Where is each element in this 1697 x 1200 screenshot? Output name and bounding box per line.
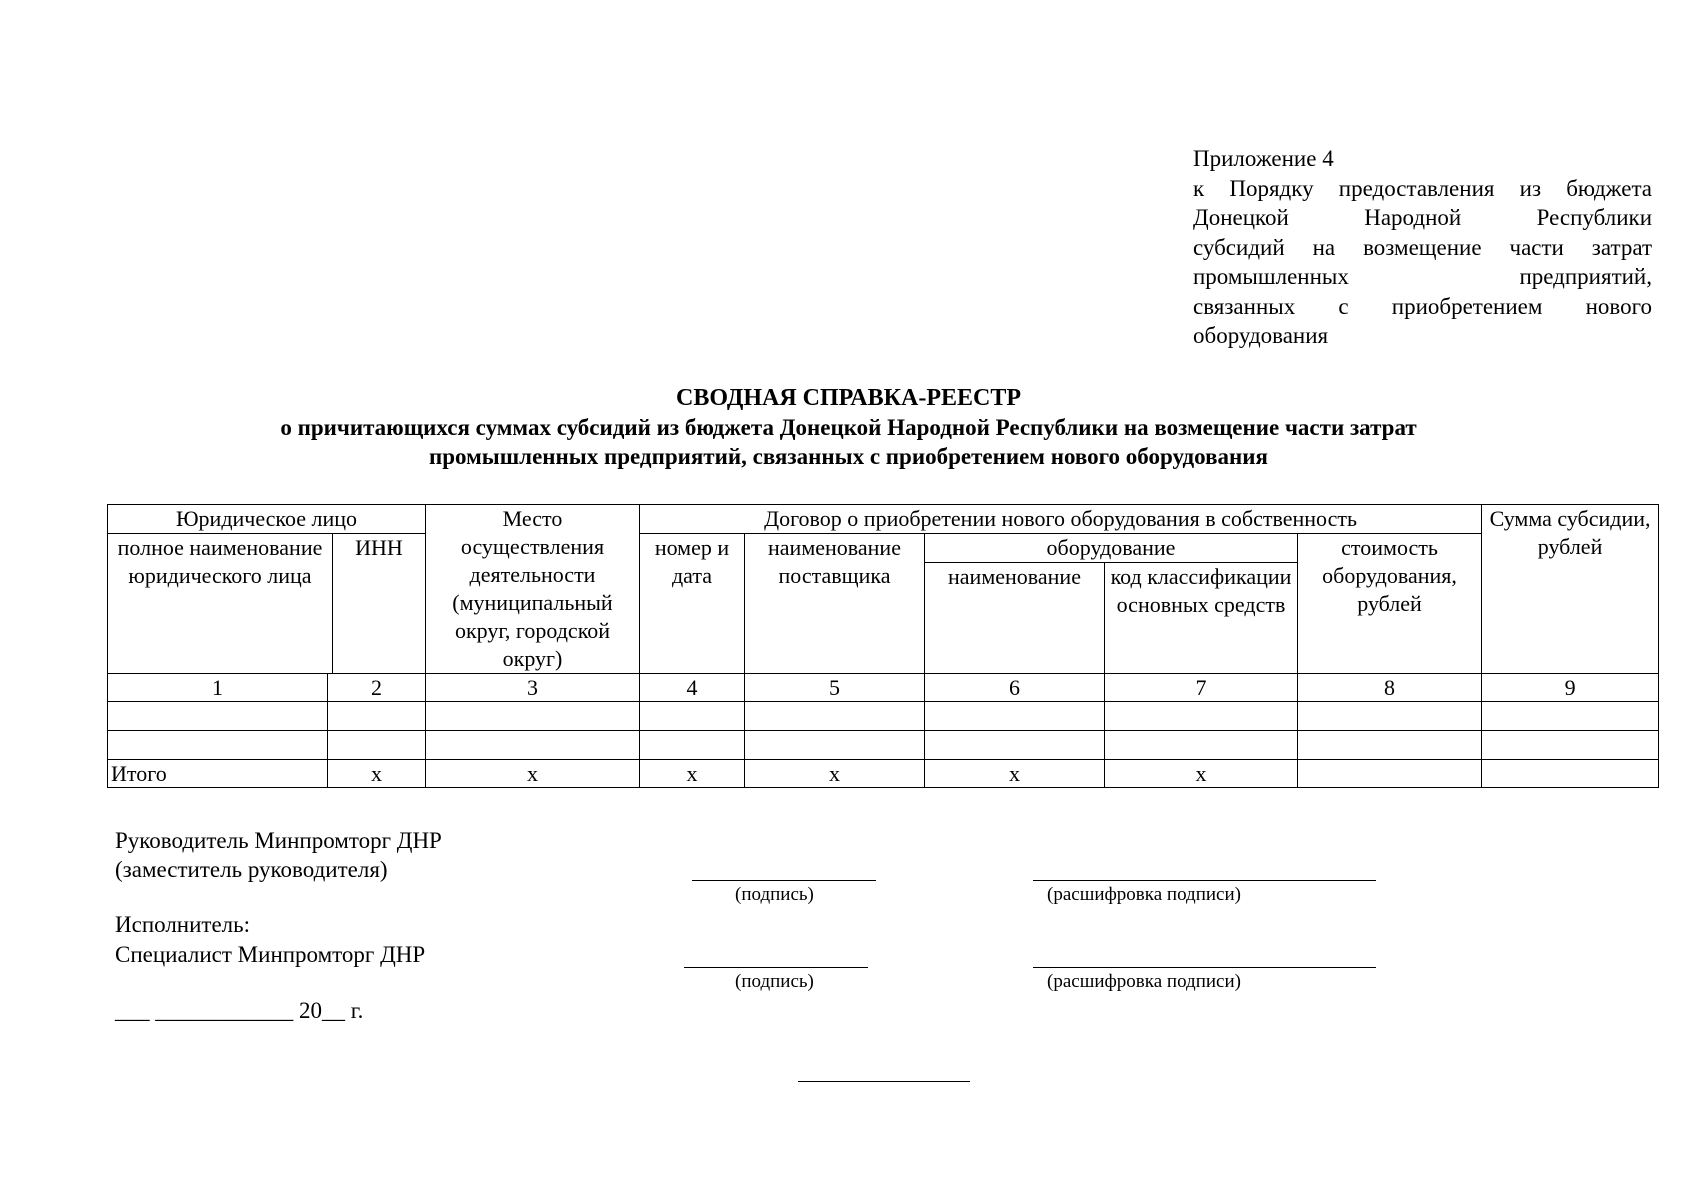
total-subsidy-cell <box>1482 760 1659 788</box>
column-number: 7 <box>1105 674 1298 702</box>
table-cell <box>1298 702 1482 731</box>
x-mark: х <box>925 760 1105 788</box>
column-number: 6 <box>925 674 1105 702</box>
decoding-caption: (расшифровка подписи) <box>1047 884 1241 905</box>
table-cell <box>108 731 328 760</box>
table-cell <box>1298 731 1482 760</box>
signature-caption: (подпись) <box>735 971 814 992</box>
column-number: 1 <box>108 674 328 702</box>
table-row <box>108 731 1659 760</box>
appendix-text-line: связанных с приобретением нового <box>1193 293 1652 319</box>
total-label: Итого <box>108 760 328 788</box>
x-mark: х <box>745 760 925 788</box>
table-cell <box>1105 731 1298 760</box>
executor-position: Специалист Минпромторг ДНР <box>115 942 426 967</box>
table-cell <box>640 702 745 731</box>
table-cell <box>426 731 640 760</box>
decoding-caption: (расшифровка подписи) <box>1047 971 1241 992</box>
head-position-note: (заместитель руководителя) <box>115 857 388 882</box>
table-cell <box>1482 731 1659 760</box>
signature-line <box>684 967 868 968</box>
table-cell <box>745 731 925 760</box>
date-line: ___ ____________ 20__ г. <box>115 998 364 1023</box>
header-number-date: номер и дата <box>640 534 745 674</box>
header-legal-entity-sub <box>108 534 426 674</box>
table-cell <box>640 731 745 760</box>
total-row <box>108 760 1659 788</box>
x-mark: х <box>328 760 426 788</box>
document-title: СВОДНАЯ СПРАВКА-РЕЕСТР <box>676 385 1021 411</box>
header-place: Место осуществления деятельности (муниципальный округ, городской округ) <box>426 505 640 674</box>
total-cost-cell <box>1298 760 1482 788</box>
header-equipment-code: код классификации основных средств <box>1105 563 1298 674</box>
header-equipment: оборудование <box>925 534 1298 563</box>
header-full-name: полное наименование юридического лица <box>108 534 333 673</box>
appendix-text-line: Донецкой Народной Республики <box>1193 205 1652 230</box>
column-number: 8 <box>1298 674 1482 702</box>
executor-label: Исполнитель: <box>115 912 251 937</box>
header-cost: стоимость оборудования, рублей <box>1298 534 1482 674</box>
header-legal-entity: Юридическое лицо <box>108 505 426 534</box>
document-subtitle: о причитающихся суммах субсидий из бюджета Донецкой Народной Республики на возмещение части затрат <box>280 415 1417 440</box>
column-number: 3 <box>426 674 640 702</box>
appendix-text-line: к Порядку предоставления из бюджета <box>1193 175 1652 201</box>
column-number: 5 <box>745 674 925 702</box>
table-cell <box>1105 702 1298 731</box>
header-equipment-name: наименование <box>925 563 1105 674</box>
column-number: 4 <box>640 674 745 702</box>
x-mark: х <box>1105 760 1298 788</box>
appendix-block <box>1193 144 1652 351</box>
column-number: 9 <box>1482 674 1659 702</box>
header-subsidy: Сумма субсидии, рублей <box>1482 505 1659 674</box>
table-row <box>108 702 1659 731</box>
head-position: Руководитель Минпромторг ДНР <box>115 828 442 853</box>
header-inn: ИНН <box>355 535 403 560</box>
document-subtitle: промышленных предприятий, связанных с приобретением нового оборудования <box>429 444 1268 469</box>
signature-line <box>692 880 876 881</box>
appendix-text-line: промышленных предприятий, <box>1193 264 1652 289</box>
table-cell <box>328 702 426 731</box>
bottom-rule <box>798 1081 970 1082</box>
appendix-text-line: оборудования <box>1193 323 1329 348</box>
table-cell <box>108 702 328 731</box>
header-supplier: наименование поставщика <box>745 534 925 674</box>
appendix-text-line: субсидий на возмещение части затрат <box>1193 234 1652 260</box>
registry-table <box>107 504 1659 788</box>
signature-caption: (подпись) <box>735 884 814 905</box>
table-cell <box>745 702 925 731</box>
x-mark: х <box>640 760 745 788</box>
table-cell <box>328 731 426 760</box>
table-cell <box>1482 702 1659 731</box>
table-cell <box>925 702 1105 731</box>
appendix-title: Приложение 4 <box>1193 146 1334 171</box>
table-cell <box>925 731 1105 760</box>
signature-decoding-line <box>1033 967 1376 968</box>
header-contract: Договор о приобретении нового оборудования в собственность <box>640 505 1482 534</box>
signature-decoding-line <box>1033 880 1376 881</box>
x-mark: х <box>426 760 640 788</box>
table-cell <box>426 702 640 731</box>
column-number: 2 <box>328 674 426 702</box>
